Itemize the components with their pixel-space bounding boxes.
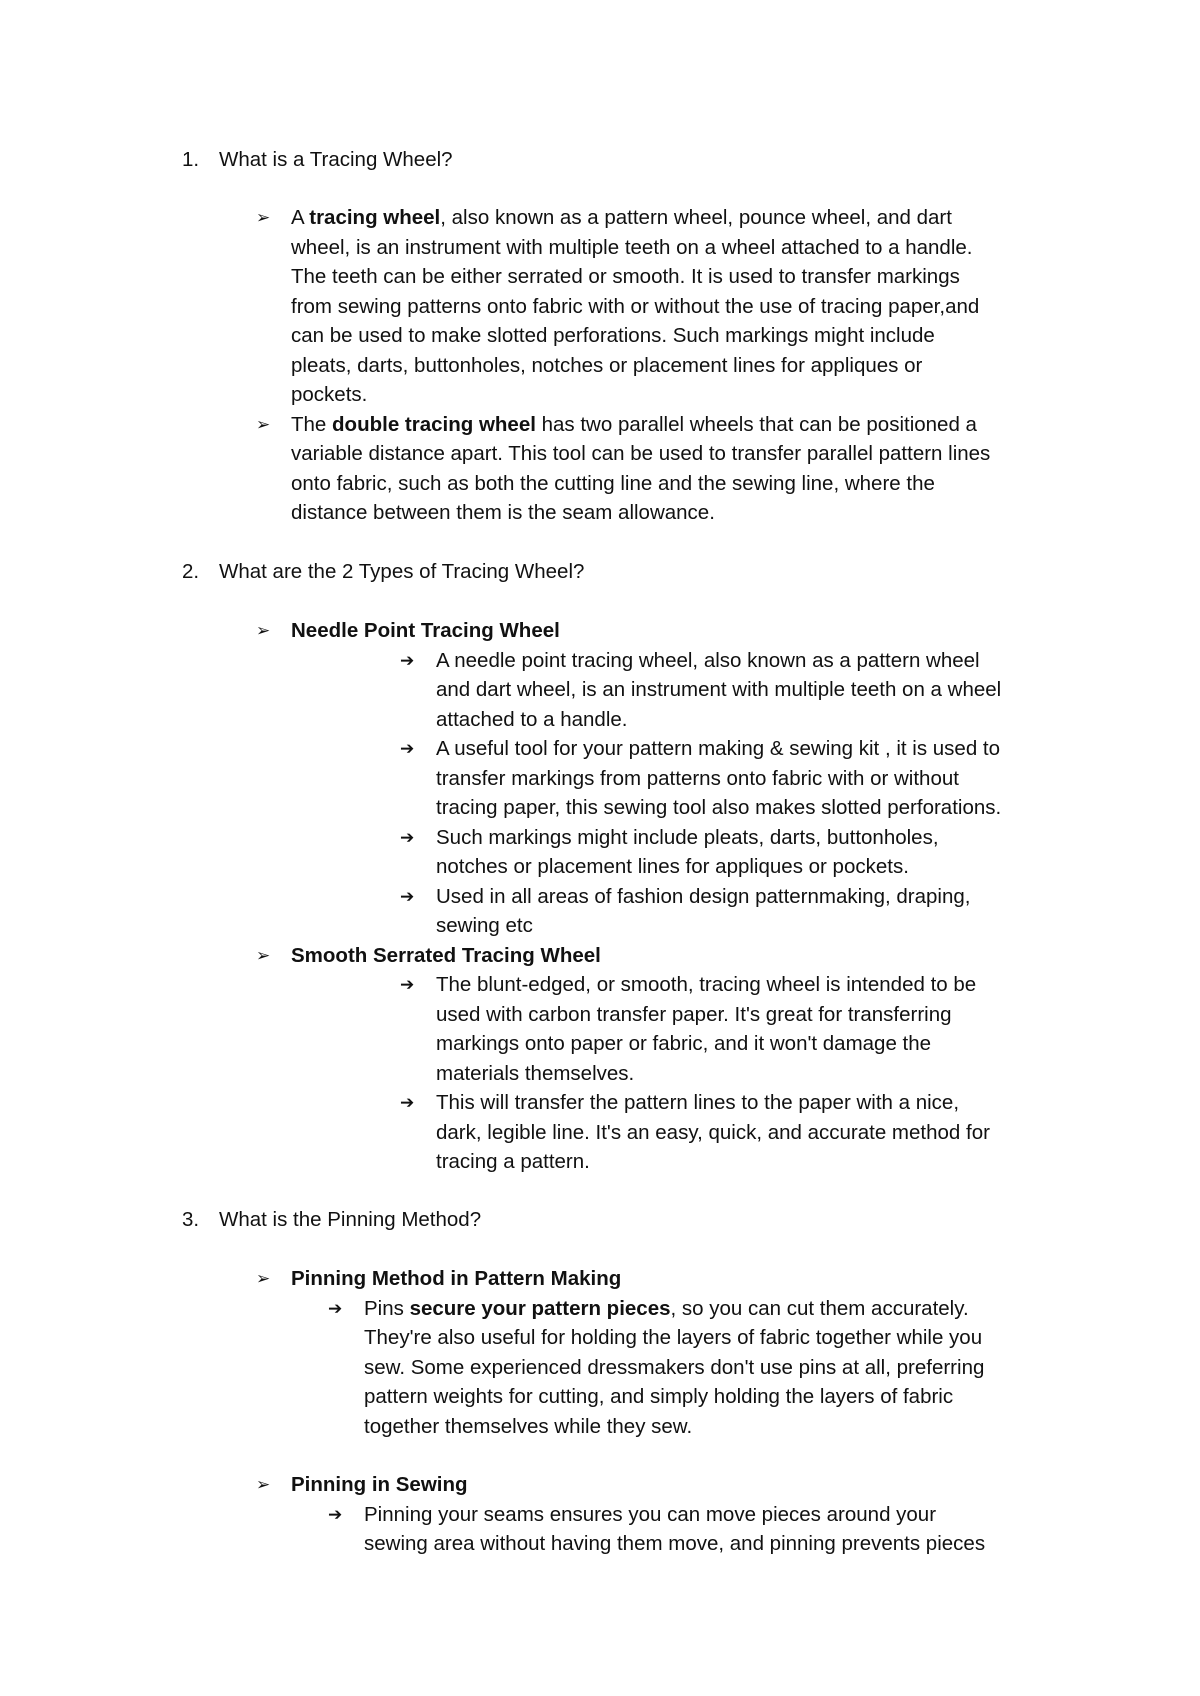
paragraph-line: The blunt-edged, or smooth, tracing wheel is intended to be [436,973,977,996]
paragraph-line: Such markings might include pleats, darts, buttonholes, [436,825,939,849]
paragraph-line: pattern weights for cutting, and simply holding the layers of fabric [364,1385,954,1408]
paragraph-line: distance between them is the seam allowance. [291,501,715,524]
paragraph-line: and dart wheel, is an instrument with multiple teeth on a wheel [436,678,1002,701]
paragraph-line: sewing area without having them move, and pinning prevents pieces [364,1532,986,1555]
paragraph-line: This will transfer the pattern lines to the paper with a nice, [436,1091,960,1114]
arrow-bullet-icon: ➔ [400,739,415,758]
paragraph-line: tracing paper, this sewing tool also makes slotted perforations. [436,796,1002,819]
arrow-bullet-icon: ➔ [328,1298,343,1318]
paragraph-line: Used in all areas of fashion design patternmaking, draping, [436,884,971,908]
paragraph-line: A needle point tracing wheel, also known as a pattern wheel [436,648,980,672]
arrow-bullet-icon: ➔ [400,827,415,847]
paragraph-line: onto fabric, such as both the cutting line and the sewing line, where the [291,471,935,495]
section-number: 3. [182,1208,200,1231]
paragraph-line: notches or placement lines for appliques or pockets. [436,855,909,878]
paragraph-line: sew. Some experienced dressmakers don't use pins at all, preferring [364,1355,985,1379]
arrow-bullet-icon: ➔ [400,1093,415,1112]
paragraph-line: A useful tool for your pattern making & sewing kit , it is used to [436,737,1001,760]
paragraph-line: from sewing patterns onto fabric with or without the use of tracing paper,and [291,294,980,318]
paragraph-line: pockets. [291,383,368,406]
subheading: Pinning in Sewing [291,1473,468,1496]
section-number: 2. [182,560,200,583]
paragraph-line: tracing a pattern. [436,1150,590,1173]
paragraph-line: markings onto paper or fabric, and it won't damage the [436,1032,932,1055]
section-question: What is the Pinning Method? [219,1208,482,1231]
paragraph-line: Pins secure your pattern pieces, so you can cut them accurately. [364,1296,969,1320]
paragraph-line: together themselves while they sew. [364,1414,693,1438]
subheading: Needle Point Tracing Wheel [291,619,560,642]
paragraph-line: wheel, is an instrument with multiple teeth on a wheel attached to a handle. [291,235,973,259]
paragraph-line: They're also useful for holding the layers of fabric together while you [364,1326,983,1349]
paragraph-line: Pinning your seams ensures you can move pieces around your [364,1502,937,1526]
arrowhead-bullet-icon: ➢ [256,621,271,640]
arrow-bullet-icon: ➔ [400,886,415,906]
paragraph-line: transfer markings from patterns onto fabric with or without [436,766,959,790]
paragraph-line: materials themselves. [436,1061,635,1085]
arrowhead-bullet-icon: ➢ [256,414,271,434]
subheading: Smooth Serrated Tracing Wheel [291,943,601,967]
arrow-bullet-icon: ➔ [400,650,415,670]
arrow-bullet-icon: ➔ [400,975,415,994]
arrowhead-bullet-icon: ➢ [256,1269,271,1288]
arrowhead-bullet-icon: ➢ [256,1475,271,1494]
paragraph-line: The teeth can be either serrated or smooth. It is used to transfer markings [291,265,960,288]
paragraph-line: can be used to make slotted perforations. Such markings might include [291,324,935,347]
paragraph-line: variable distance apart. This tool can be used to transfer parallel pattern lines [291,442,991,465]
paragraph-line: attached to a handle. [436,707,628,731]
paragraph-line: sewing etc [436,914,533,937]
arrowhead-bullet-icon: ➢ [256,945,271,965]
paragraph-line: The double tracing wheel has two parallel wheels that can be positioned a [291,412,977,436]
section-question: What are the 2 Types of Tracing Wheel? [219,560,585,583]
section-question: What is a Tracing Wheel? [219,148,453,171]
subheading: Pinning Method in Pattern Making [291,1267,622,1290]
arrowhead-bullet-icon: ➢ [256,208,271,227]
section-number: 1. [182,148,200,171]
paragraph-line: dark, legible line. It's an easy, quick, and accurate method for [436,1120,990,1144]
arrow-bullet-icon: ➔ [328,1504,343,1524]
paragraph-line: A tracing wheel, also known as a pattern wheel, pounce wheel, and dart [291,206,952,229]
paragraph-line: used with carbon transfer paper. It's great for transferring [436,1002,952,1026]
paragraph-line: pleats, darts, buttonholes, notches or placement lines for appliques or [291,353,923,377]
